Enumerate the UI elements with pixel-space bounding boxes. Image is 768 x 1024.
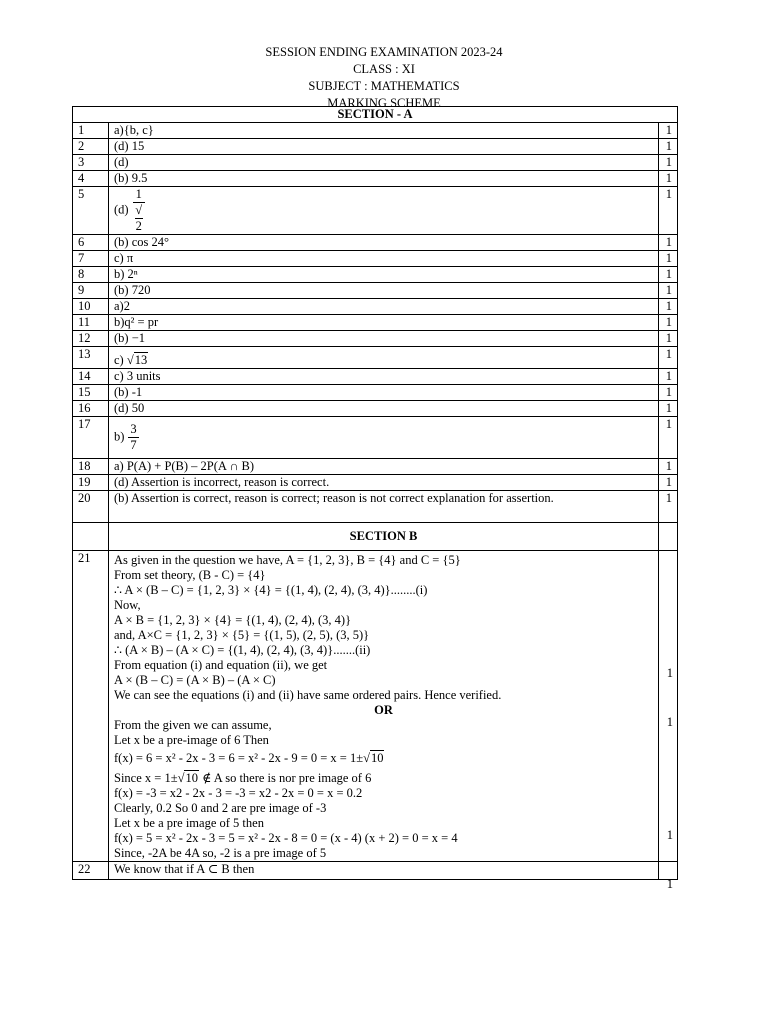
question-number: 15 (73, 385, 109, 401)
marking-scheme-table (72, 106, 678, 891)
question-number: 19 (73, 475, 109, 491)
answer-cell: a) P(A) + P(B) – 2P(A ∩ B) (109, 459, 659, 475)
marks-cell: 1 (659, 299, 678, 315)
answer-option: (d) (114, 202, 129, 217)
solution-line: We can see the equations (i) and (ii) have same ordered pairs. Hence verified. (114, 688, 502, 702)
solution-line: From the given we can assume, (114, 718, 272, 732)
question-number: 10 (73, 299, 109, 315)
marks-cell: 1 (659, 347, 678, 369)
question-22-text: We know that if A ⊂ B then (109, 862, 659, 880)
section-a-title: SECTION - A (73, 107, 678, 123)
answer-cell: a)2 (109, 299, 659, 315)
marks-cell: 1 (659, 385, 678, 401)
answer-cell: (d) 15 (109, 139, 659, 155)
numerator: 1 (135, 187, 142, 201)
question-21-solution (109, 551, 659, 862)
radicand: 2 (135, 219, 142, 233)
answer-cell: (b) cos 24° (109, 235, 659, 251)
answer-row (73, 315, 678, 331)
solution-line: Clearly, 0.2 So 0 and 2 are pre image of -3 (114, 801, 327, 815)
marks-cell: 1 (659, 139, 678, 155)
marks-cell: 1 (659, 417, 678, 459)
answer-cell: (d) Assertion is incorrect, reason is correct. (109, 475, 659, 491)
marks-cell: 1 (659, 331, 678, 347)
answer-cell (109, 187, 659, 235)
class-label: CLASS : XI (353, 62, 415, 76)
solution-line: From set theory, (B - C) = {4} (114, 568, 266, 582)
answer-cell (109, 417, 659, 459)
marks-cell: 1 (659, 155, 678, 171)
question-number: 2 (73, 139, 109, 155)
sqrt-expression: √13 (126, 353, 148, 367)
solution-line: A × (B – C) = (A × B) – (A × C) (114, 673, 276, 687)
question-22-row (73, 862, 678, 880)
answer-row (73, 235, 678, 251)
mark-value: 1 (666, 715, 674, 729)
solution-line: ∴ (A × B) – (A × C) = {(1, 4), (2, 4), (3, 4)}.......(ii) (114, 643, 371, 657)
question-number: 12 (73, 331, 109, 347)
question-number: 20 (73, 491, 109, 523)
marks-cell (659, 551, 678, 891)
solution-line: f(x) = 5 = x² - 2x - 3 = 5 = x² - 2x - 8 = 0 = (x - 4) (x + 2) = 0 = x = 4 (114, 831, 458, 845)
solution-line: Since, -2A be 4A so, -2 is a pre image of 5 (114, 846, 327, 860)
question-number: 8 (73, 267, 109, 283)
marks-cell: 1 (659, 187, 678, 235)
blank-cell (659, 523, 678, 551)
answer-row (73, 347, 678, 369)
solution-line: ∴ A × (B – C) = {1, 2, 3} × {4} = {(1, 4), (2, 4), (3, 4)}........(i) (114, 583, 428, 597)
solution-line: As given in the question we have, A = {1, 2, 3}, B = {4} and C = {5} (114, 553, 461, 567)
marks-cell: 1 (659, 235, 678, 251)
answer-cell: (d) (109, 155, 659, 171)
fraction (128, 422, 138, 453)
answer-cell: c) π (109, 251, 659, 267)
question-number: 7 (73, 251, 109, 267)
solution-line: and, A×C = {1, 2, 3} × {5} = {(1, 5), (2, 5), (3, 5)} (114, 628, 370, 642)
answer-row (73, 251, 678, 267)
solution-line: f(x) = 6 = x² - 2x - 3 = 6 = x² - 2x - 9 = 0 = x = 1±√10 (114, 751, 384, 765)
solution-line: Since x = 1±√10 ∉ A so there is nor pre image of 6 (114, 771, 372, 785)
section-b-title: SECTION B (109, 523, 659, 551)
question-21-row (73, 551, 678, 862)
marks-cell: 1 (659, 283, 678, 299)
answer-cell: a){b, c} (109, 123, 659, 139)
answer-row (73, 401, 678, 417)
blank-cell (73, 523, 109, 551)
or-separator: OR (374, 703, 393, 717)
answer-row (73, 267, 678, 283)
solution-line: Let x be a pre image of 5 then (114, 816, 264, 830)
marks-cell: 1 (659, 171, 678, 187)
question-number: 22 (73, 862, 109, 880)
fraction (133, 187, 145, 234)
answer-row (73, 491, 678, 523)
question-number: 16 (73, 401, 109, 417)
answer-option: c) (114, 353, 127, 367)
answer-row (73, 369, 678, 385)
question-number: 1 (73, 123, 109, 139)
answer-cell: (b) 720 (109, 283, 659, 299)
answer-cell: c) 3 units (109, 369, 659, 385)
question-number: 9 (73, 283, 109, 299)
section-a-header-row (73, 107, 678, 123)
marks-cell: 1 (659, 491, 678, 523)
answer-row (73, 283, 678, 299)
answer-row (73, 331, 678, 347)
marks-cell: 1 (659, 315, 678, 331)
question-number: 4 (73, 171, 109, 187)
answer-option: b) (114, 429, 125, 444)
answer-row (73, 187, 678, 235)
answer-row (73, 155, 678, 171)
radicand: 10 (370, 751, 384, 765)
answer-cell: (b) −1 (109, 331, 659, 347)
mark-value: 1 (666, 877, 674, 891)
question-number: 3 (73, 155, 109, 171)
answer-row (73, 139, 678, 155)
answer-cell: (b) -1 (109, 385, 659, 401)
marks-cell: 1 (659, 475, 678, 491)
answer-row (73, 299, 678, 315)
question-number: 13 (73, 347, 109, 369)
blank-row (73, 523, 678, 551)
question-number: 6 (73, 235, 109, 251)
question-number: 14 (73, 369, 109, 385)
answer-row (73, 123, 678, 139)
denominator (133, 202, 145, 234)
sqrt-expression: √10 (177, 771, 198, 785)
marks-cell: 1 (659, 401, 678, 417)
question-number: 21 (73, 551, 109, 862)
answer-cell (109, 347, 659, 369)
question-number: 17 (73, 417, 109, 459)
subject-label: SUBJECT : MATHEMATICS (308, 79, 460, 93)
answer-cell: b) 2ⁿ (109, 267, 659, 283)
answer-row (73, 475, 678, 491)
marks-cell: 1 (659, 251, 678, 267)
solution-line: f(x) = -3 = x2 - 2x - 3 = -3 = x2 - 2x = 0 = x = 0.2 (114, 786, 363, 800)
radicand: 13 (134, 353, 148, 367)
question-number: 18 (73, 459, 109, 475)
question-number: 5 (73, 187, 109, 235)
solution-line: A × B = {1, 2, 3} × {4} = {(1, 4), (2, 4), (3, 4)} (114, 613, 352, 627)
marks-cell: 1 (659, 369, 678, 385)
mark-value: 1 (666, 666, 674, 680)
solution-line: Let x be a pre-image of 6 Then (114, 733, 269, 747)
answer-cell: b)q² = pr (109, 315, 659, 331)
solution-line: From equation (i) and equation (ii), we get (114, 658, 328, 672)
numerator: 3 (130, 422, 137, 436)
marks-cell: 1 (659, 459, 678, 475)
solution-line: Now, (114, 598, 141, 612)
marks-cell: 1 (659, 123, 678, 139)
answer-cell: (b) Assertion is correct, reason is correct; reason is not correct explanation for assertion. (109, 491, 659, 523)
answer-row (73, 417, 678, 459)
answer-cell: (b) 9.5 (109, 171, 659, 187)
document-header (0, 44, 768, 112)
mark-value: 1 (666, 828, 674, 842)
exam-title: SESSION ENDING EXAMINATION 2023-24 (265, 45, 503, 59)
question-number: 11 (73, 315, 109, 331)
denominator: 7 (130, 438, 137, 452)
answer-row (73, 171, 678, 187)
answer-row (73, 459, 678, 475)
sqrt-expression: √10 (363, 751, 384, 765)
document-type: MARKING SCHEME (327, 96, 441, 110)
sqrt-expression: √ 2 (135, 203, 143, 233)
radicand: 10 (185, 771, 198, 785)
answer-cell: (d) 50 (109, 401, 659, 417)
answer-row (73, 385, 678, 401)
marks-cell: 1 (659, 267, 678, 283)
